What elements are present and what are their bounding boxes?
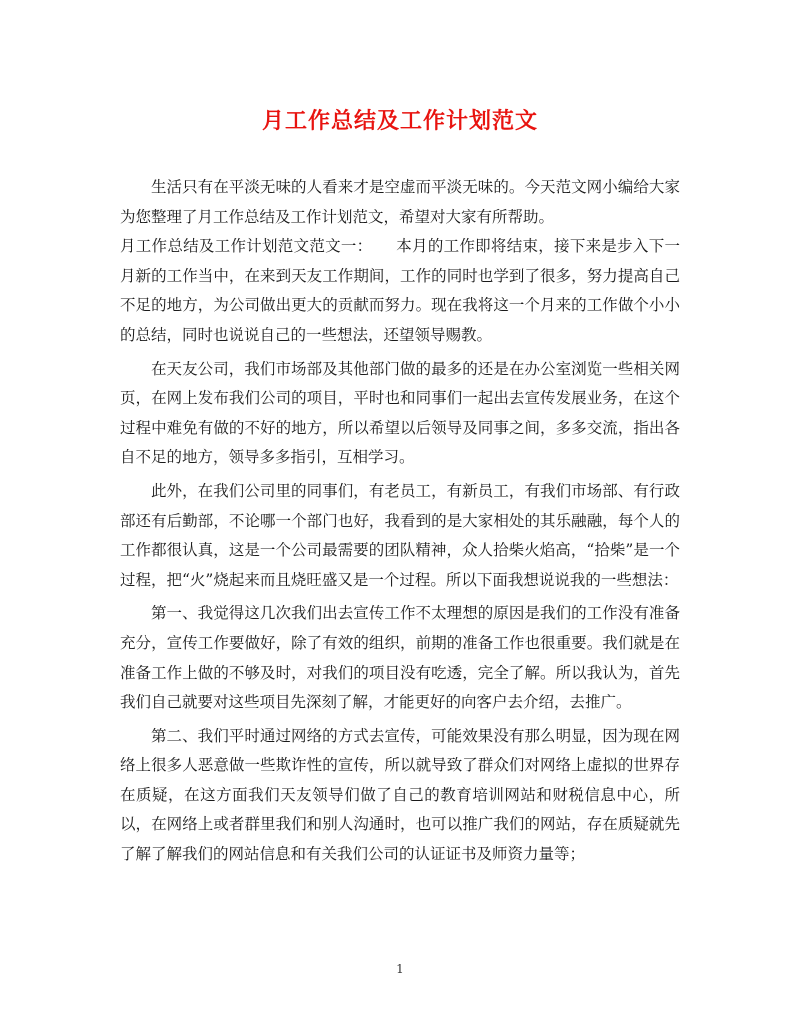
paragraph-section-one: 月工作总结及工作计划范文范文一： 本月的工作即将结束，接下来是步入下一月新的工作当中，在来到天友工作期间，工作的同时也学到了很多，努力提高自己不足的地方，为公司做出更大的贡献而努力。现在我将这一个月来的工作做个小小的总结，同时也说说自己的一些想法，还望领导赐教。 (120, 237, 680, 344)
paragraph-point-two: 第二、我们平时通过网络的方式去宣传，可能效果没有那么明显，因为现在网络上很多人恶意做一些欺诈性的宣传，所以就导致了群众们对网络上虚拟的世界存在质疑，在这方面我们天友领导们做了自己的教育培训网站和财税信息中心，所以，在网络上或者群里我们和别人沟通时，也可以推广我们的网站，存在质疑就先了解了解我们的网站信息和有关我们公司的认证证书及师资力量等； (120, 726, 680, 864)
paragraph-tianyou-company: 在天友公司，我们市场部及其他部门做的最多的还是在办公室浏览一些相关网页，在网上发布我们公司的项目，平时也和同事们一起出去宣传发展业务，在这个过程中难免有做的不好的地方，所以希望以后领导及同事之间，多多交流，指出各自不足的地方，领导多多指引，互相学习。 (120, 359, 680, 467)
paragraph-intro: 生活只有在平淡无味的人看来才是空虚而平淡无味的。今天范文网小编给大家为您整理了月工作总结及工作计划范文，希望对大家有所帮助。 (120, 178, 680, 226)
document-title: 月工作总结及工作计划范文 (261, 108, 538, 134)
paragraph-team-spirit: 此外，在我们公司里的同事们，有老员工，有新员工，有我们市场部、有行政部还有后勤部，不论哪一个部门也好，我看到的是大家相处的其乐融融，每个人的工作都很认真，这是一个公司最需要的团队精神，众人拾柴火焰高，“拾柴”是一个过程，把“火”烧起来而且烧旺盛又是一个过程。所以下面我想说说我的一些想法： (120, 481, 680, 589)
document-body (120, 173, 680, 870)
page-number: 1 (396, 962, 404, 976)
paragraph-point-one: 第一、我觉得这几次我们出去宣传工作不太理想的原因是我们的工作没有准备充分，宣传工作要做好，除了有效的组织，前期的准备工作也很重要。我们就是在准备工作上做的不够及时，对我们的项目没有吃透，完全了解。所以我认为，首先我们自己就要对这些项目先深刻了解，才能更好的向客户去介绍，去推广。 (120, 604, 680, 712)
